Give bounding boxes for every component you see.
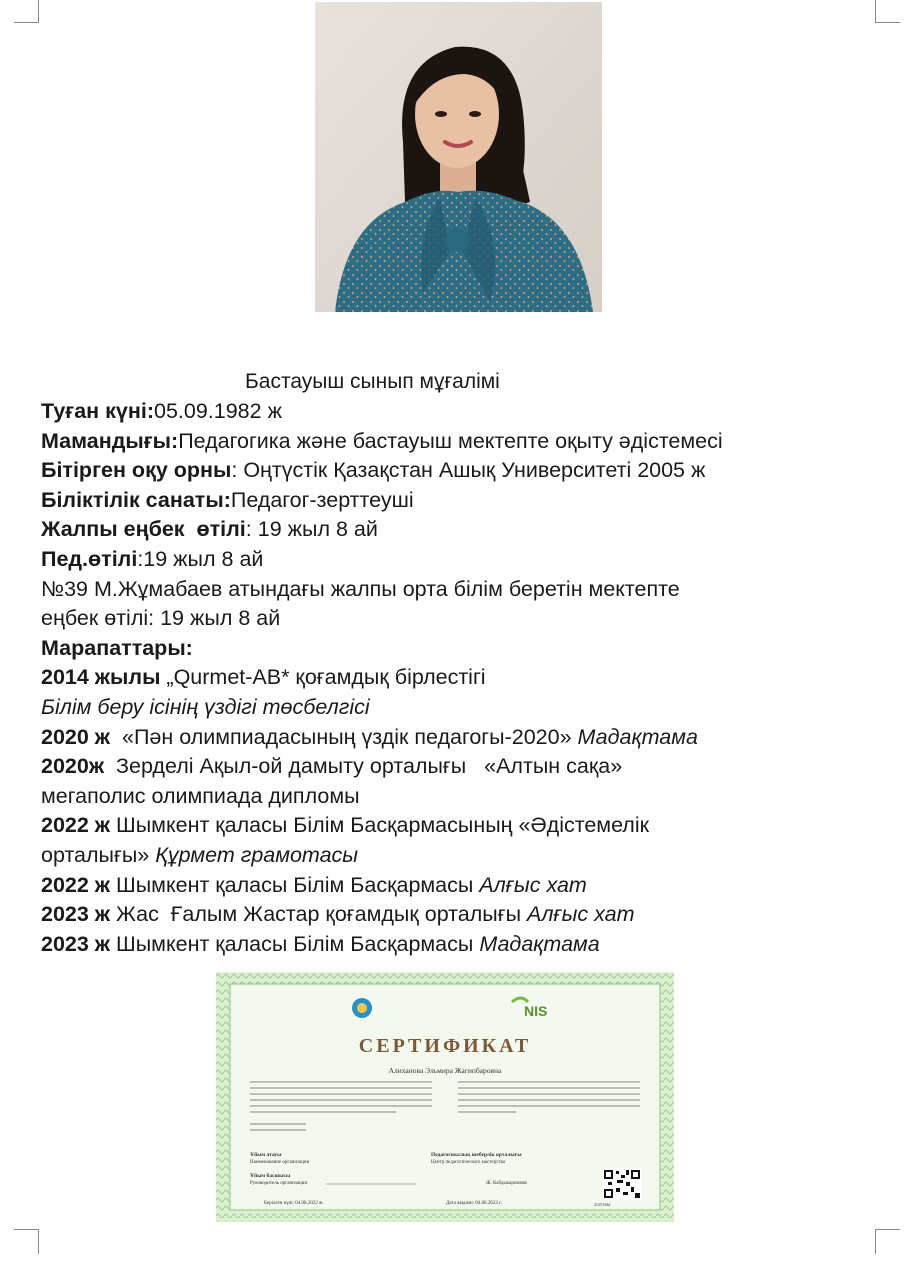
award-item: [41, 930, 881, 960]
education-value: : Оңтүстік Қазақстан Ашық Университеті 2005 ж: [231, 458, 706, 483]
award-italic: Білім беру ісінің үздігі төсбелгісі: [41, 694, 370, 719]
award-italic: Алғыс хат: [479, 872, 587, 897]
award-year: 2022 ж: [41, 813, 111, 838]
specialty-line: [41, 427, 881, 457]
award-year: 2020ж: [41, 754, 105, 779]
award-text: Шымкент қаласы Білім Басқармасы: [110, 931, 480, 956]
cert-right-org-ru: Центр педагогического мастерства: [431, 1160, 506, 1165]
cert-right-org: Педагогикалық шеберлік орталығы: [431, 1152, 522, 1158]
birth-line: [41, 397, 881, 427]
award-item: [41, 723, 881, 753]
ped-experience-label: Пед.өтілі: [41, 546, 138, 571]
total-experience-value: : 19 жыл 8 ай: [245, 517, 378, 542]
total-experience-line: [41, 515, 881, 545]
category-value: Педагог-зерттеуші: [230, 487, 414, 512]
ped-experience-value: :19 жыл 8 ай: [137, 546, 264, 571]
school-experience-line-2: еңбек өтілі: 19 жыл 8 ай: [41, 606, 281, 631]
award-item-line: [41, 693, 881, 723]
award-year: 2020 ж: [41, 724, 111, 749]
award-item-line: [41, 841, 881, 871]
award-year: 2023 ж: [41, 902, 111, 927]
profile-text: [41, 397, 881, 959]
cert-left-org: Ұйым атауы: [250, 1152, 282, 1158]
education-label: Бітірген оқу орны: [41, 458, 232, 483]
certificate-title: СЕРТИФИКАТ: [358, 1035, 532, 1057]
award-italic: Алғыс хат: [527, 902, 635, 927]
award-italic: Құрмет грамотасы: [155, 842, 359, 867]
page-corner-mark: [14, 1229, 39, 1254]
category-line: [41, 486, 881, 516]
portrait-photo: [315, 2, 602, 312]
award-text: „Qurmet-AB* қоғамдық бірлестігі: [160, 665, 486, 690]
award-year: 2014 жылы: [41, 665, 161, 690]
birth-value: 05.09.1982 ж: [153, 399, 282, 423]
award-text: «Пән олимпиадасының үздік педагогы-2020»: [110, 724, 578, 749]
award-text: орталығы»: [41, 842, 156, 867]
specialty-label: Мамандығы:: [41, 428, 179, 453]
award-item: [41, 752, 881, 782]
award-item: [41, 663, 881, 693]
award-text: Жас Ғалым Жастар қоғамдық орталығы: [110, 902, 528, 927]
page-corner-mark: [875, 0, 900, 23]
award-italic: Мадақтама: [479, 931, 600, 956]
category-label: Біліктілік санаты:: [41, 487, 231, 512]
cert-issued-kz: Берілген күні: 04.08.2022 ж.: [264, 1201, 324, 1206]
award-item: [41, 811, 881, 841]
position-title: Бастауыш сынып мұғалімі: [245, 370, 500, 393]
certificate-name: Алиханова Эльмира Жагипбаровна: [388, 1066, 502, 1075]
school-experience-line: №39 М.Жұмабаев атындағы жалпы орта білім беретін мектепте: [41, 576, 680, 601]
certificate-image: [216, 972, 674, 1222]
award-item-line: мегаполис олимпиада дипломы: [41, 783, 360, 808]
awards-heading: [41, 634, 881, 664]
award-item: [41, 900, 881, 930]
page-corner-mark: [14, 0, 39, 23]
education-line: [41, 456, 881, 486]
award-year: 2023 ж: [41, 931, 111, 956]
cert-signature: Ж. Кабдыкаримова: [486, 1181, 527, 1186]
cert-issued-ru: Дата выдачи: 04.08.2022 г.: [446, 1201, 502, 1206]
total-experience-label: Жалпы еңбек өтілі: [41, 517, 246, 542]
award-text: Зерделі Ақыл-ой дамыту орталығы «Алтын сақа»: [104, 754, 623, 779]
award-italic: Мадақтама: [577, 724, 698, 749]
ped-experience-line: [41, 545, 881, 575]
awards-heading-text: Марапаттары:: [41, 635, 193, 660]
nis-logo-text: NIS: [524, 1003, 548, 1019]
award-text: Шымкент қаласы Білім Басқармасы: [110, 872, 480, 897]
cert-serial: 2f2516kf: [594, 1202, 611, 1207]
cert-left-head: Ұйым басшысы: [250, 1173, 291, 1179]
cert-left-head-ru: Руководитель организации: [250, 1181, 308, 1186]
page-corner-mark: [875, 1229, 900, 1254]
award-year: 2022 ж: [41, 872, 111, 897]
award-item: [41, 871, 881, 901]
birth-label: Туған күні:: [41, 399, 154, 423]
specialty-value: Педагогика және бастауыш мектепте оқыту әдістемесі: [178, 428, 723, 453]
qr-code-icon: [602, 1168, 642, 1200]
cert-left-org-ru: Наименование организации: [250, 1160, 310, 1165]
award-text: Шымкент қаласы Білім Басқармасының «Әдістемелік: [110, 813, 650, 838]
